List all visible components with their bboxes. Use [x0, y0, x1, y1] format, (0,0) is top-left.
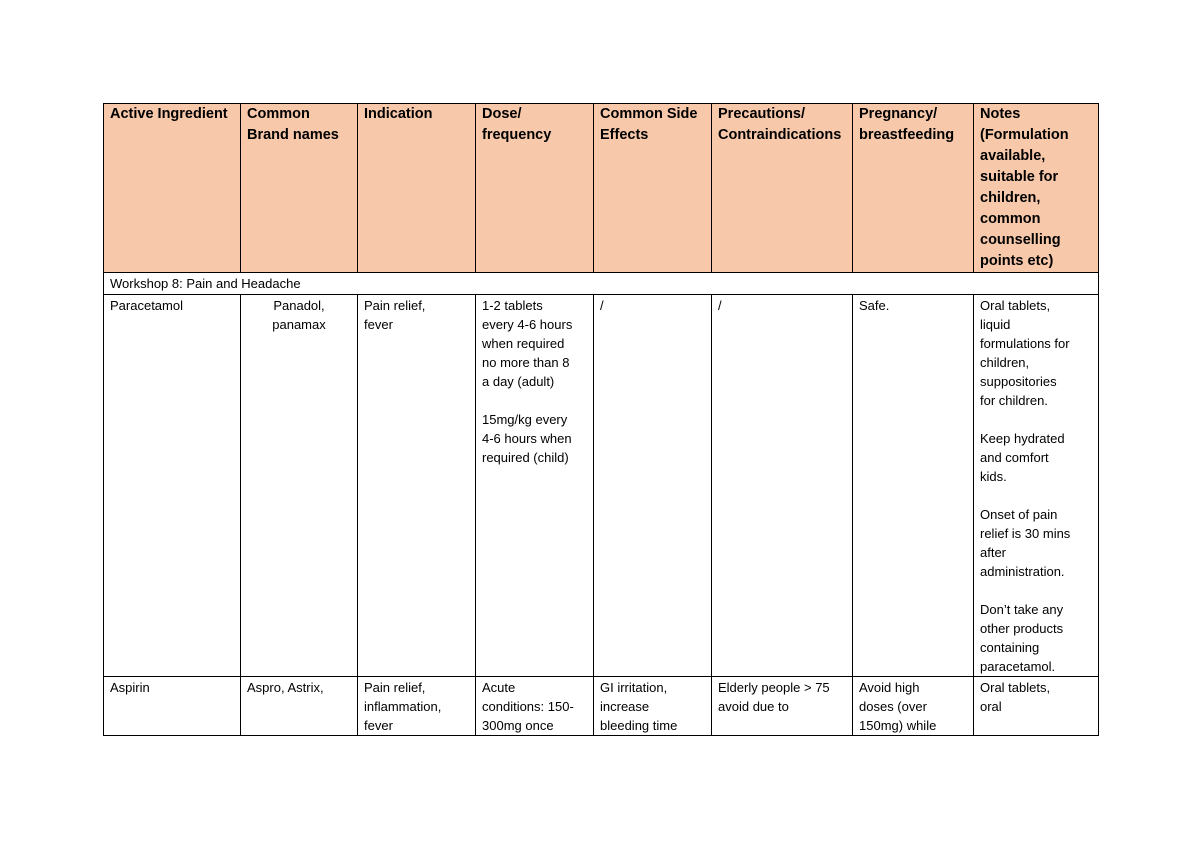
table-row — [104, 295, 1099, 677]
notes-formulation: Oral tablets, liquid formulations for children, suppositories for children. — [980, 298, 1070, 408]
header-side-effects: Common Side Effects — [594, 104, 712, 273]
section-row — [104, 273, 1099, 295]
notes-onset: Onset of pain relief is 30 mins after administration. — [980, 507, 1071, 579]
cell-notes: Oral tablets, oral — [974, 677, 1099, 736]
cell-precautions: / — [712, 295, 853, 677]
cell-notes — [974, 295, 1099, 677]
notes-warning: Don’t take any other products containing paracetamol. — [980, 602, 1064, 674]
drug-info-table — [103, 103, 1099, 736]
cell-dose — [476, 295, 594, 677]
header-precautions: Precautions/ Contraindications — [712, 104, 853, 273]
section-title: Workshop 8: Pain and Headache — [104, 273, 1099, 295]
cell-pregnancy: Avoid high doses (over 150mg) while — [853, 677, 974, 736]
cell-indication: Pain relief, inflammation, fever — [358, 677, 476, 736]
dose-adult: 1-2 tablets every 4-6 hours when required no more than 8 a day (adult) — [482, 298, 573, 389]
header-brand-names: Common Brand names — [241, 104, 358, 273]
table-row — [104, 677, 1099, 736]
cell-pregnancy: Safe. — [853, 295, 974, 677]
cell-indication: Pain relief, fever — [358, 295, 476, 677]
header-row — [104, 104, 1099, 273]
cell-brands: Panadol, panamax — [241, 295, 358, 677]
cell-brands: Aspro, Astrix, — [241, 677, 358, 736]
notes-hydration: Keep hydrated and comfort kids. — [980, 431, 1065, 484]
cell-ingredient: Paracetamol — [104, 295, 241, 677]
header-notes: Notes (Formulation available, suitable for children, common counselling points etc) — [974, 104, 1099, 273]
header-dose-frequency: Dose/ frequency — [476, 104, 594, 273]
cell-side-effects: GI irritation, increase bleeding time — [594, 677, 712, 736]
header-indication: Indication — [358, 104, 476, 273]
cell-side-effects: / — [594, 295, 712, 677]
dose-child: 15mg/kg every 4-6 hours when required (child) — [482, 412, 572, 465]
header-pregnancy: Pregnancy/ breastfeeding — [853, 104, 974, 273]
cell-ingredient: Aspirin — [104, 677, 241, 736]
cell-dose: Acute conditions: 150- 300mg once — [476, 677, 594, 736]
cell-precautions: Elderly people > 75 avoid due to — [712, 677, 853, 736]
header-active-ingredient: Active Ingredient — [104, 104, 241, 273]
